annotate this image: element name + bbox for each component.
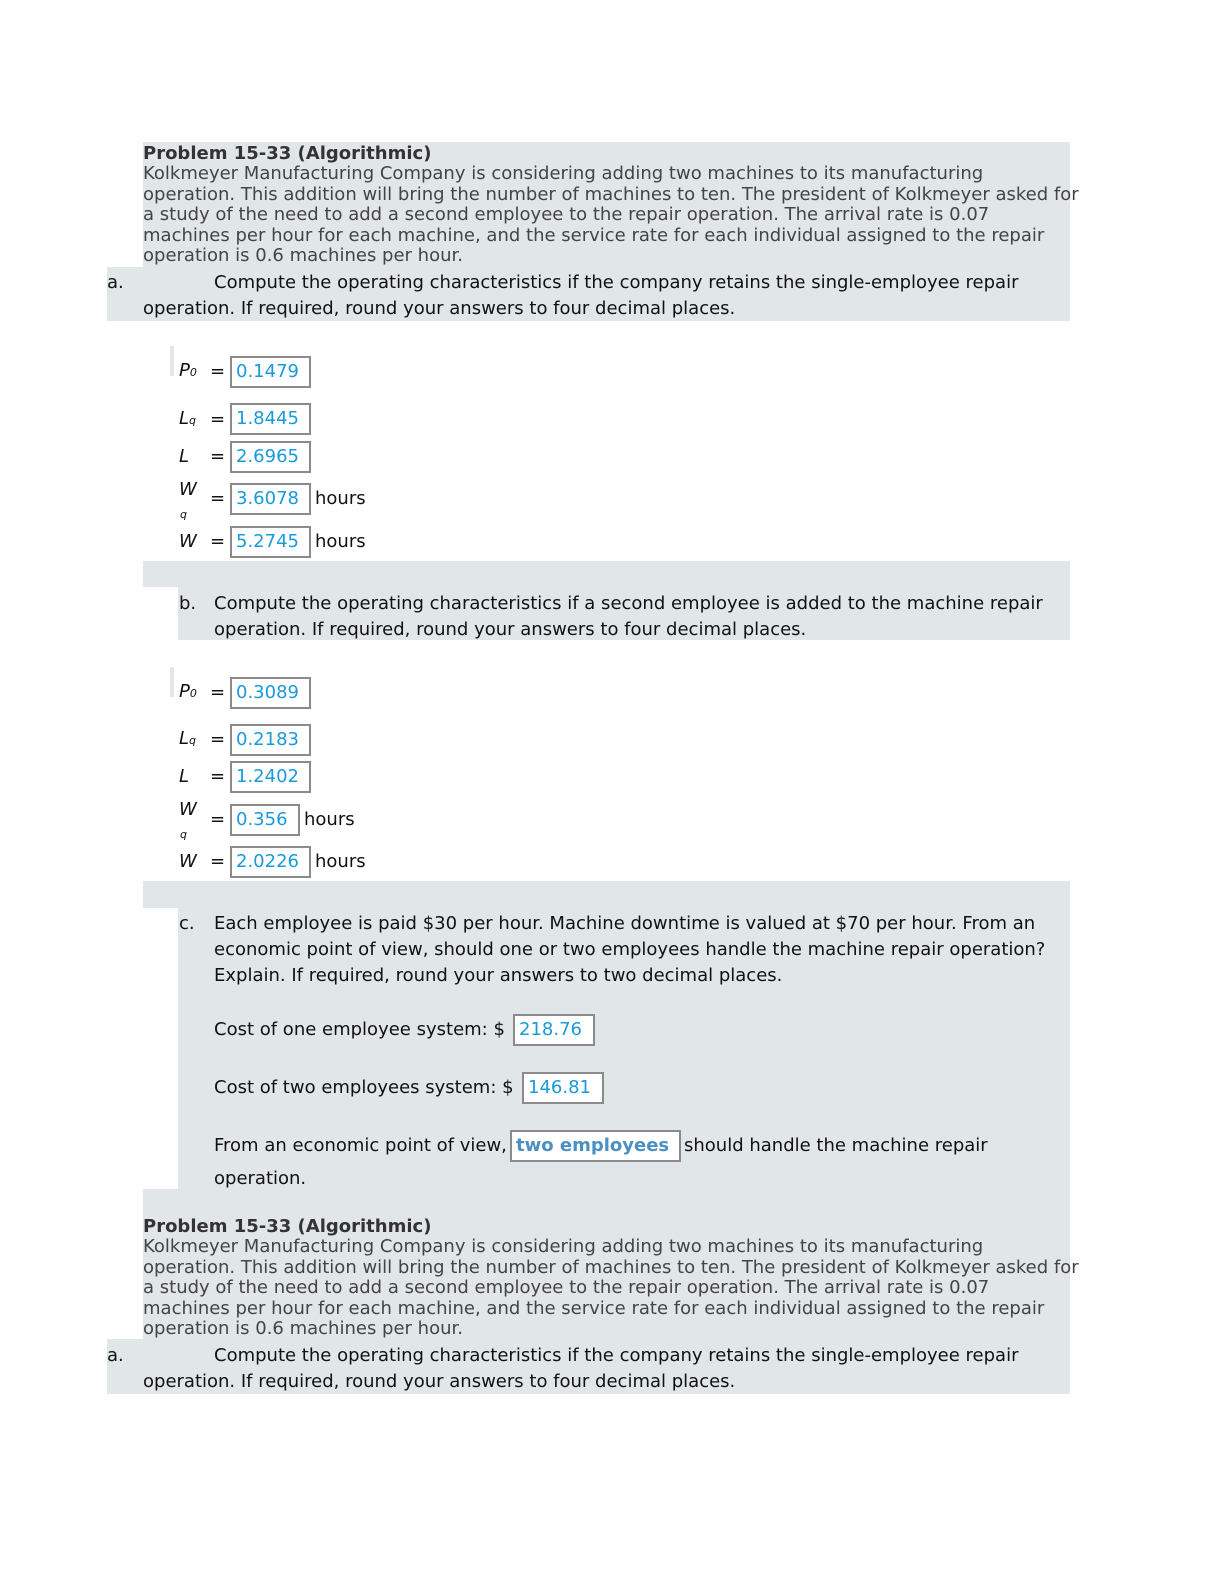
part-a-question-line1: Compute the operating characteristics if the company retains the single-employee repair	[214, 272, 1019, 293]
wq-label-b: W	[179, 799, 197, 820]
employees-choice-select[interactable]: two employees	[510, 1130, 681, 1162]
part-c-band-top	[143, 881, 1070, 908]
wq-answer-a[interactable]: 3.6078	[230, 483, 311, 515]
equals-sign: =	[210, 766, 226, 787]
problem-description-line: operation. This addition will bring the number of machines to ten. The president of Kolkmeyer asked for	[143, 183, 1079, 205]
answer-group-marker	[170, 667, 174, 697]
conclusion-suffix: should handle the machine repair	[684, 1135, 988, 1156]
problem-description-repeat	[143, 1237, 1083, 1340]
w-label-a: W	[179, 531, 197, 552]
lq-answer-a[interactable]: 1.8445	[230, 403, 311, 435]
part-a-question-line1-repeat: Compute the operating characteristics if the company retains the single-employee repair	[214, 1345, 1019, 1366]
part-b-question-line1: Compute the operating characteristics if a second employee is added to the machine repair	[214, 593, 1043, 614]
cost-two-label: Cost of two employees system: $	[214, 1077, 514, 1098]
problem-description-line: operation is 0.6 machines per hour.	[143, 1318, 463, 1340]
hours-unit: hours	[315, 851, 366, 872]
part-c-question-line3: Explain. If required, round your answers to two decimal places.	[214, 965, 783, 986]
problem-description-line: machines per hour for each machine, and the service rate for each individual assigned to the repair	[143, 224, 1045, 246]
l-label-b: L	[179, 766, 190, 787]
cost-one-answer[interactable]: 218.76	[513, 1014, 595, 1046]
part-c-letter: c.	[179, 913, 195, 934]
w-label-b: W	[179, 851, 197, 872]
equals-sign: =	[210, 361, 226, 382]
wq-subscript-a: q	[180, 508, 187, 521]
part-a-question-line2-repeat: operation. If required, round your answers to four decimal places.	[143, 1371, 736, 1392]
cost-two-answer[interactable]: 146.81	[522, 1072, 604, 1104]
hours-unit: hours	[304, 809, 355, 830]
problem-description-line: a study of the need to add a second employee to the repair operation. The arrival rate is 0.07	[143, 1277, 990, 1299]
equals-sign: =	[210, 531, 226, 552]
equals-sign: =	[210, 446, 226, 467]
equals-sign: =	[210, 851, 226, 872]
problem-description-line: Kolkmeyer Manufacturing Company is considering adding two machines to its manufacturing	[143, 163, 984, 184]
equals-sign: =	[210, 809, 226, 830]
p0-row-b: P0	[179, 681, 197, 702]
hours-unit: hours	[315, 488, 366, 509]
conclusion-end: operation.	[214, 1168, 307, 1189]
part-c-question-line2: economic point of view, should one or two employees handle the machine repair operation?	[214, 939, 1046, 960]
wq-label-a: W	[179, 479, 197, 500]
hours-unit: hours	[315, 531, 366, 552]
p0-answer-b[interactable]: 0.3089	[230, 677, 311, 709]
w-answer-b[interactable]: 2.0226	[230, 846, 311, 878]
l-answer-a[interactable]: 2.6965	[230, 441, 311, 473]
problem-description-line: operation. This addition will bring the number of machines to ten. The president of Kolkmeyer asked for	[143, 1256, 1079, 1278]
p0-row-a: P0	[179, 360, 197, 381]
part-a-question-line2: operation. If required, round your answers to four decimal places.	[143, 298, 736, 319]
wq-subscript-b: q	[180, 828, 187, 841]
conclusion-prefix: From an economic point of view,	[214, 1135, 507, 1156]
problem-title-repeat: Problem 15-33 (Algorithmic)	[143, 1216, 432, 1237]
answer-group-marker	[170, 346, 174, 376]
l-answer-b[interactable]: 1.2402	[230, 761, 311, 793]
problem-description	[143, 164, 1083, 267]
part-b-question-line2: operation. If required, round your answers to four decimal places.	[214, 619, 807, 640]
part-b-letter: b.	[179, 593, 197, 614]
problem-title: Problem 15-33 (Algorithmic)	[143, 143, 432, 164]
cost-one-label: Cost of one employee system: $	[214, 1019, 505, 1040]
wq-answer-b[interactable]: 0.356	[230, 804, 300, 836]
part-a-letter: a.	[107, 272, 124, 293]
lq-row-a: Lq	[179, 408, 197, 429]
problem-description-line: Kolkmeyer Manufacturing Company is considering adding two machines to its manufacturing	[143, 1236, 984, 1257]
l-label-a: L	[179, 446, 190, 467]
p0-answer-a[interactable]: 0.1479	[230, 356, 311, 388]
part-b-band-top	[143, 561, 1070, 587]
equals-sign: =	[210, 409, 226, 430]
equals-sign: =	[210, 682, 226, 703]
w-answer-a[interactable]: 5.2745	[230, 526, 311, 558]
equals-sign: =	[210, 729, 226, 750]
part-a-letter-repeat: a.	[107, 1345, 124, 1366]
lq-row-b: Lq	[179, 728, 197, 749]
problem-description-line: operation is 0.6 machines per hour.	[143, 245, 463, 267]
equals-sign: =	[210, 488, 226, 509]
part-c-question-line1: Each employee is paid $30 per hour. Machine downtime is valued at $70 per hour. From an	[214, 913, 1036, 934]
problem-description-line: a study of the need to add a second employee to the repair operation. The arrival rate is 0.07	[143, 204, 990, 226]
lq-answer-b[interactable]: 0.2183	[230, 724, 311, 756]
problem-description-line: machines per hour for each machine, and the service rate for each individual assigned to the repair	[143, 1297, 1045, 1319]
